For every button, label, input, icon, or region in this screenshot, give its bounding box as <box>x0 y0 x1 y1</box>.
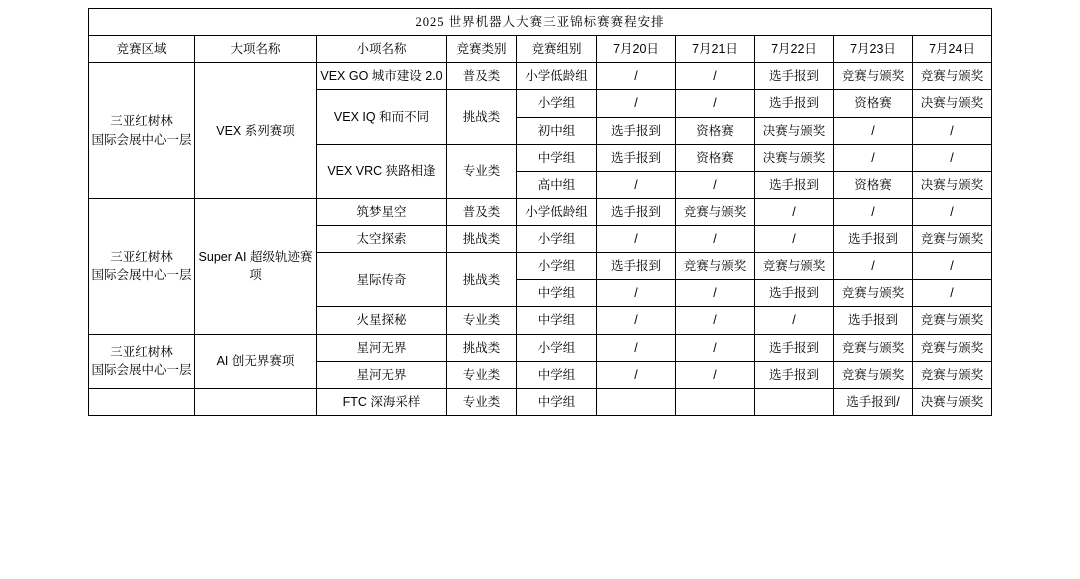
category-cell: 挑战类 <box>447 226 517 253</box>
category-cell: 普及类 <box>447 198 517 225</box>
day-cell: 选手报到 <box>834 226 913 253</box>
day-cell: 决赛与颁奖 <box>755 144 834 171</box>
group-cell: 中学组 <box>517 307 597 334</box>
group-cell: 中学组 <box>517 144 597 171</box>
day-cell: 竞赛与颁奖 <box>913 307 992 334</box>
area-line-2: 国际会展中心一层 <box>91 363 192 378</box>
day-cell: 竞赛与颁奖 <box>913 334 992 361</box>
day-cell: / <box>597 280 676 307</box>
day-cell: 竞赛与颁奖 <box>676 198 755 225</box>
minor-cell-5: 太空探索 <box>317 226 447 253</box>
column-header-group: 竞赛组别 <box>517 36 597 63</box>
day-cell: / <box>597 334 676 361</box>
column-header-category: 竞赛类别 <box>447 36 517 63</box>
column-header-area: 竞赛区域 <box>89 36 195 63</box>
minor-cell-4: 筑梦星空 <box>317 198 447 225</box>
day-cell: 选手报到 <box>755 90 834 117</box>
table-header-row <box>89 36 992 63</box>
day-cell: / <box>834 144 913 171</box>
category-cell: 专业类 <box>447 144 517 198</box>
day-cell: 选手报到 <box>597 117 676 144</box>
major-cell-4 <box>195 388 317 415</box>
day-cell: 竞赛与颁奖 <box>913 63 992 90</box>
day-cell: 选手报到 <box>755 334 834 361</box>
minor-cell-8: 星河无界 <box>317 334 447 361</box>
day-cell: 选手报到 <box>597 144 676 171</box>
day-cell: 决赛与颁奖 <box>913 90 992 117</box>
group-cell: 小学组 <box>517 253 597 280</box>
day-cell: / <box>676 90 755 117</box>
day-cell: 选手报到 <box>755 361 834 388</box>
day-cell: / <box>755 226 834 253</box>
day-cell: / <box>597 171 676 198</box>
day-cell: 竞赛与颁奖 <box>834 280 913 307</box>
day-cell: / <box>834 253 913 280</box>
day-cell: 选手报到 <box>755 63 834 90</box>
day-cell: 选手报到 <box>597 198 676 225</box>
day-cell: 竞赛与颁奖 <box>913 226 992 253</box>
schedule-table <box>88 8 992 416</box>
category-cell: 专业类 <box>447 307 517 334</box>
group-cell: 中学组 <box>517 361 597 388</box>
day-cell: / <box>834 117 913 144</box>
group-cell: 小学低龄组 <box>517 198 597 225</box>
area-cell-2 <box>89 198 195 334</box>
column-header-day-0720: 7月20日 <box>597 36 676 63</box>
minor-cell-10: FTC 深海采样 <box>317 388 447 415</box>
column-header-minor: 小项名称 <box>317 36 447 63</box>
day-cell: 选手报到 <box>755 171 834 198</box>
column-header-day-0721: 7月21日 <box>676 36 755 63</box>
day-cell: 资格赛 <box>676 117 755 144</box>
day-cell: / <box>755 198 834 225</box>
minor-cell-3: VEX VRC 狭路相逢 <box>317 144 447 198</box>
day-cell: 竞赛与颁奖 <box>913 361 992 388</box>
category-cell: 专业类 <box>447 361 517 388</box>
column-header-day-0724: 7月24日 <box>913 36 992 63</box>
area-cell-1 <box>89 63 195 199</box>
day-cell: / <box>676 307 755 334</box>
table-row <box>89 334 992 361</box>
area-line-2: 国际会展中心一层 <box>91 132 192 147</box>
day-cell <box>755 388 834 415</box>
minor-cell-2: VEX IQ 和而不同 <box>317 90 447 144</box>
group-cell: 小学低龄组 <box>517 63 597 90</box>
day-cell: 资格赛 <box>834 90 913 117</box>
day-cell: 竞赛与颁奖 <box>834 334 913 361</box>
day-cell: 选手报到 <box>834 307 913 334</box>
group-cell: 小学组 <box>517 334 597 361</box>
day-cell: / <box>913 280 992 307</box>
area-line-1: 三亚红树林 <box>110 250 173 265</box>
day-cell: 选手报到 <box>755 280 834 307</box>
day-cell: / <box>676 63 755 90</box>
day-cell: / <box>676 226 755 253</box>
day-cell: / <box>913 198 992 225</box>
day-cell: 选手报到/ <box>834 388 913 415</box>
area-cell-4 <box>89 388 195 415</box>
major-cell-3: AI 创无界赛项 <box>195 334 317 388</box>
day-cell: / <box>834 198 913 225</box>
group-cell: 小学组 <box>517 226 597 253</box>
day-cell: 资格赛 <box>834 171 913 198</box>
table-title-row <box>89 9 992 36</box>
day-cell: 资格赛 <box>676 144 755 171</box>
page-title: 2025 世界机器人大赛三亚锦标赛赛程安排 <box>89 9 992 36</box>
day-cell: / <box>597 361 676 388</box>
table-row <box>89 198 992 225</box>
day-cell: 决赛与颁奖 <box>913 388 992 415</box>
day-cell: / <box>597 226 676 253</box>
day-cell: / <box>676 171 755 198</box>
minor-cell-7: 火星探秘 <box>317 307 447 334</box>
column-header-day-0722: 7月22日 <box>755 36 834 63</box>
minor-cell-6: 星际传奇 <box>317 253 447 307</box>
table-row <box>89 63 992 90</box>
day-cell: 竞赛与颁奖 <box>676 253 755 280</box>
day-cell <box>597 388 676 415</box>
area-line-1: 三亚红树林 <box>110 114 173 129</box>
category-cell: 挑战类 <box>447 334 517 361</box>
major-cell-2: Super AI 超级轨迹赛项 <box>195 198 317 334</box>
day-cell: 竞赛与颁奖 <box>834 361 913 388</box>
group-cell: 中学组 <box>517 388 597 415</box>
category-cell: 专业类 <box>447 388 517 415</box>
day-cell: / <box>597 307 676 334</box>
group-cell: 初中组 <box>517 117 597 144</box>
day-cell: 选手报到 <box>597 253 676 280</box>
area-line-2: 国际会展中心一层 <box>91 268 192 283</box>
day-cell: 决赛与颁奖 <box>755 117 834 144</box>
day-cell: / <box>676 361 755 388</box>
day-cell: / <box>913 253 992 280</box>
group-cell: 小学组 <box>517 90 597 117</box>
day-cell: / <box>913 144 992 171</box>
day-cell: / <box>676 334 755 361</box>
day-cell: 竞赛与颁奖 <box>834 63 913 90</box>
table-row <box>89 388 992 415</box>
minor-cell-9: 星河无界 <box>317 361 447 388</box>
category-cell: 普及类 <box>447 63 517 90</box>
area-cell-3 <box>89 334 195 388</box>
day-cell: 竞赛与颁奖 <box>755 253 834 280</box>
group-cell: 中学组 <box>517 280 597 307</box>
column-header-major: 大项名称 <box>195 36 317 63</box>
group-cell: 高中组 <box>517 171 597 198</box>
day-cell: / <box>913 117 992 144</box>
day-cell: / <box>597 90 676 117</box>
day-cell: / <box>597 63 676 90</box>
area-line-1: 三亚红树林 <box>110 345 173 359</box>
category-cell: 挑战类 <box>447 253 517 307</box>
day-cell <box>676 388 755 415</box>
category-cell: 挑战类 <box>447 90 517 144</box>
day-cell: / <box>676 280 755 307</box>
day-cell: 决赛与颁奖 <box>913 171 992 198</box>
minor-cell-1: VEX GO 城市建设 2.0 <box>317 63 447 90</box>
day-cell: / <box>755 307 834 334</box>
major-cell-1: VEX 系列赛项 <box>195 63 317 199</box>
column-header-day-0723: 7月23日 <box>834 36 913 63</box>
